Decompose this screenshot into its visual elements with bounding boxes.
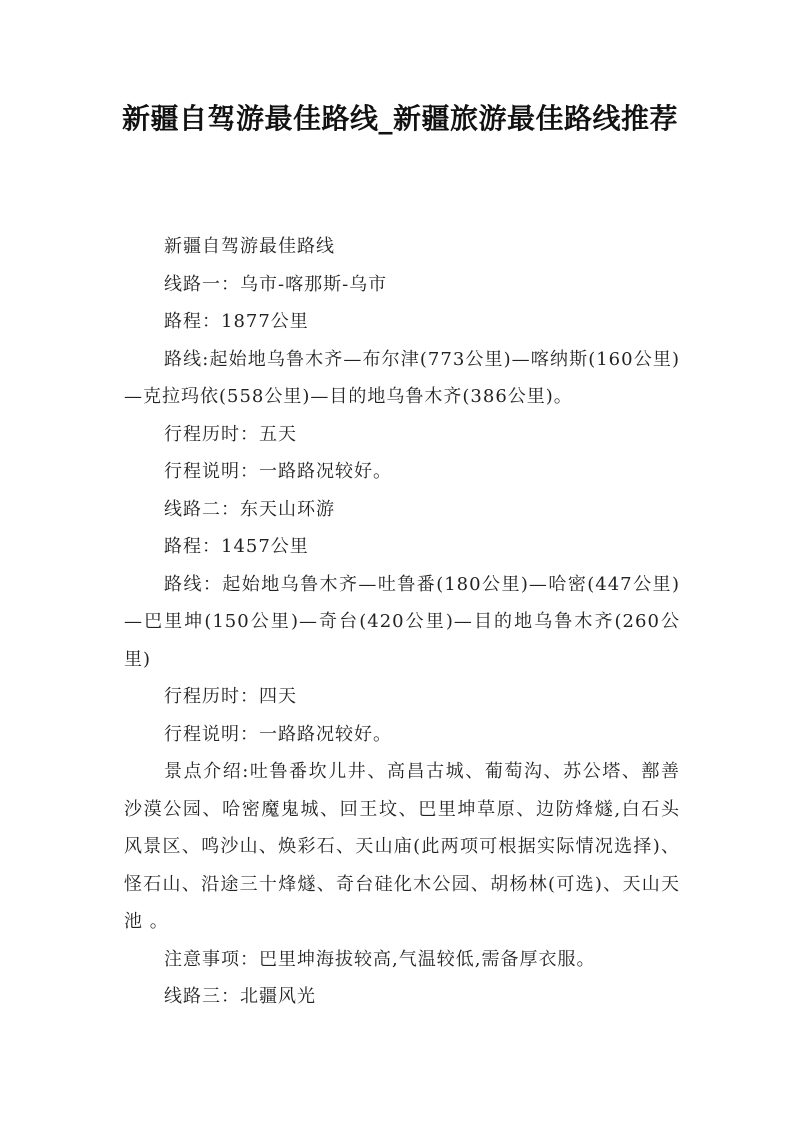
paragraph-route2-duration: 行程历时：四天 — [164, 686, 297, 707]
paragraph-route1-name: 线路一：乌市-喀那斯-乌市 — [164, 273, 388, 295]
paragraph-route2-path: 路线：起始地乌鲁木齐—吐鲁番(180公里)—哈密(447公里)—巴里坤(150公里)—奇台(420公里)—目的地乌鲁木齐(260公里) — [124, 573, 680, 670]
paragraph-route2-note: 行程说明：一路路况较好。 — [164, 723, 392, 745]
paragraph-route1-note: 行程说明：一路路况较好。 — [164, 461, 392, 482]
paragraph-route3-name: 线路三：北疆风光 — [164, 986, 316, 1007]
paragraph-heading: 新疆自驾游最佳路线 — [164, 236, 335, 257]
document-title: 新疆自驾游最佳路线_新疆旅游最佳路线推荐 — [121, 102, 678, 135]
paragraph-route1-duration: 行程历时：五天 — [164, 423, 297, 445]
paragraph-route2-attractions: 景点介绍:吐鲁番坎儿井、高昌古城、葡萄沟、苏公塔、鄯善沙漠公园、哈密魔鬼城、回王坟、巴里坤草原、边防烽燧,白石头风景区、鸣沙山、焕彩石、天山庙(此两项可根据实际情况选择)、怪石山、沿途三十烽燧、奇台硅化木公园、胡杨林(可选)、天山天池 。 — [124, 761, 680, 932]
paragraph-route1-distance: 路程：1877公里 — [164, 311, 309, 332]
paragraph-route2-caution: 注意事项：巴里坤海拔较高,气温较低,需备厚衣服。 — [164, 948, 596, 970]
document-body — [124, 228, 680, 1016]
paragraph-route2-name: 线路二：东天山环游 — [164, 498, 335, 520]
paragraph-route2-distance: 路程：1457公里 — [164, 536, 309, 557]
paragraph-route1-path: 路线:起始地乌鲁木齐—布尔津(773公里)—喀纳斯(160公里)—克拉玛依(558公里)—目的地乌鲁木齐(386公里)。 — [124, 348, 680, 407]
